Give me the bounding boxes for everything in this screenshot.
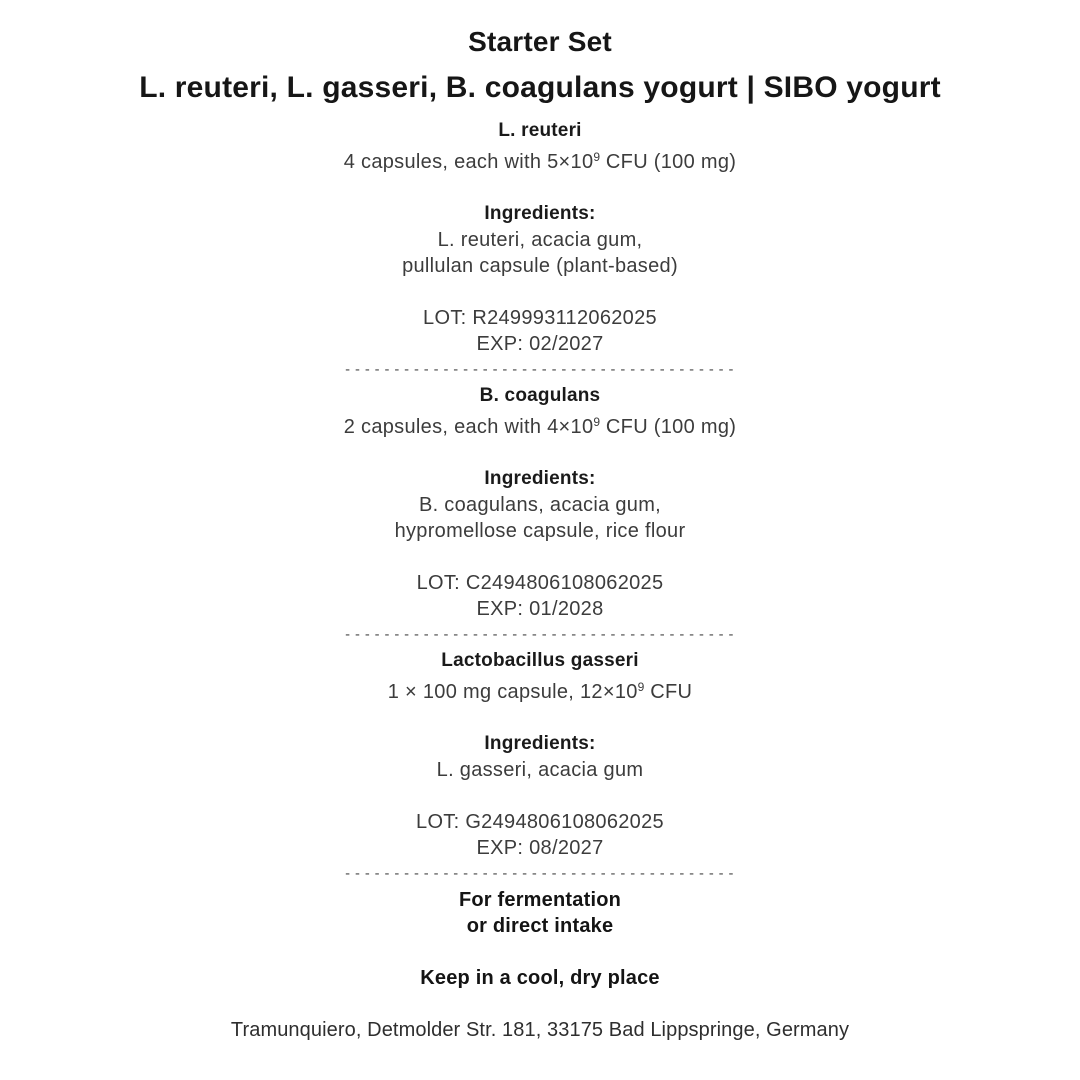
spacer <box>0 440 1080 466</box>
dose-suffix: CFU (100 mg) <box>600 416 737 438</box>
spacer <box>0 705 1080 731</box>
spacer <box>0 175 1080 201</box>
label-body <box>0 118 1080 1043</box>
dose-prefix: 4 capsules, each with 5×10 <box>343 151 594 173</box>
ingredient-line: pullulan capsule (plant-based) <box>402 255 678 277</box>
spacer <box>0 991 1080 1017</box>
lot-number: LOT: R249993112062025 <box>423 307 657 329</box>
lot-number: LOT: C2494806108062025 <box>416 572 664 594</box>
section-heading-l-reuteri: L. reuteri <box>498 120 582 141</box>
ingredients-label: Ingredients: <box>484 733 596 754</box>
spacer <box>0 279 1080 305</box>
dose-prefix: 1 × 100 mg capsule, 12×10 <box>387 681 638 703</box>
ingredient-line: B. coagulans, acacia gum, <box>418 494 662 516</box>
ingredient-line: L. reuteri, acacia gum, <box>437 229 643 251</box>
divider: ---------------------------------------- <box>343 627 737 643</box>
manufacturer-address: Tramunquiero, Detmolder Str. 181, 33175 Bad Lippspringe, Germany <box>230 1019 850 1041</box>
divider: ---------------------------------------- <box>343 866 737 882</box>
lot-number: LOT: G2494806108062025 <box>416 811 664 833</box>
dose-prefix: 2 capsules, each with 4×10 <box>343 416 594 438</box>
section-heading-b-coagulans: B. coagulans <box>479 385 601 406</box>
dose-line <box>0 409 1080 440</box>
dose-exponent: 9 <box>593 415 601 429</box>
spacer <box>0 939 1080 965</box>
ingredient-line: L. gasseri, acacia gum <box>436 759 644 781</box>
storage-note: Keep in a cool, dry place <box>420 967 660 989</box>
divider: ---------------------------------------- <box>343 362 737 378</box>
usage-line: For fermentation <box>458 889 622 911</box>
ingredients-label: Ingredients: <box>484 468 596 489</box>
exp-date: EXP: 01/2028 <box>476 598 604 620</box>
dose-line <box>0 674 1080 705</box>
usage-line: or direct intake <box>466 915 614 937</box>
dose-suffix: CFU <box>644 681 693 703</box>
spacer <box>0 783 1080 809</box>
dose-exponent: 9 <box>593 150 601 164</box>
exp-date: EXP: 02/2027 <box>476 333 604 355</box>
dose-exponent: 9 <box>637 680 645 694</box>
page-title: Starter Set <box>468 26 612 57</box>
ingredient-line: hypromellose capsule, rice flour <box>394 520 686 542</box>
product-subtitle: L. reuteri, L. gasseri, B. coagulans yogurt | SIBO yogurt <box>139 71 941 104</box>
spacer <box>0 544 1080 570</box>
section-heading-l-gasseri: Lactobacillus gasseri <box>441 650 639 671</box>
exp-date: EXP: 08/2027 <box>476 837 604 859</box>
ingredients-label: Ingredients: <box>484 203 596 224</box>
dose-suffix: CFU (100 mg) <box>600 151 737 173</box>
dose-line <box>0 144 1080 175</box>
